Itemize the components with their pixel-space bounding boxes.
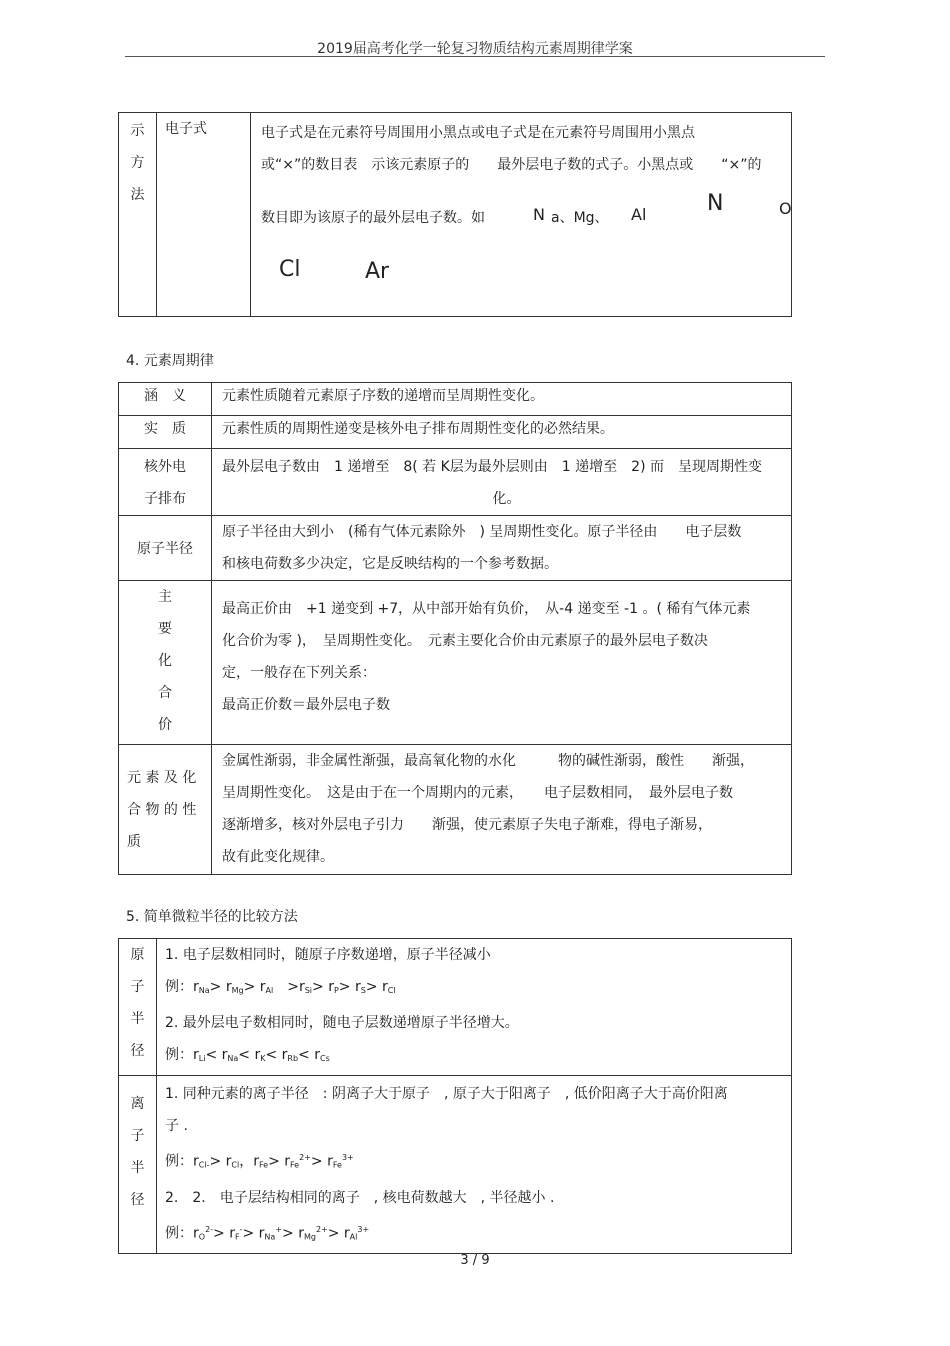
example-label: 例： xyxy=(165,1153,193,1170)
row-content xyxy=(212,745,792,875)
method-label-char: 法 xyxy=(130,187,145,203)
row-label-text: 子排布 xyxy=(144,491,186,507)
row-label xyxy=(119,449,212,516)
row-content-line: 和核电荷数多少决定，它是反映结构的一个参考数据。 xyxy=(222,556,558,572)
subscript: Si xyxy=(304,986,313,995)
row-label-text: 实 质 xyxy=(144,421,186,437)
subscript: Al xyxy=(265,986,274,995)
atom-radius-char: 原 xyxy=(130,947,145,963)
row-label-char: 合 xyxy=(158,685,172,701)
subscript: Li xyxy=(198,1054,206,1063)
ion-rule-1-cont: 子 . xyxy=(165,1118,188,1134)
page-header: 2019届高考化学一轮复习物质结构元素周期律学案 xyxy=(317,41,633,57)
row-content-line: 元素性质随着元素原子序数的递增而呈周期性变化。 xyxy=(222,388,544,404)
symbol-ar: Ar xyxy=(365,259,390,284)
ion-example-1: 例：$r_{Cl-}> r_{Cl}$，$r_{Fe}> r_{Fe}^{2+}> r_{Fe}^{3+}$ xyxy=(165,1153,354,1170)
method-label-cell xyxy=(119,113,157,317)
atom-example-1: 例：$r_{Na}> r_{Mg}> r_{Al}$ $>r_{Si}> r_P> r_S> r_{Cl}$ xyxy=(165,979,396,995)
symbol-na: N xyxy=(533,205,545,224)
row-label-text: 核外电 xyxy=(144,459,186,475)
atom-radius-char: 半 xyxy=(130,1011,145,1027)
row-label-char: 要 xyxy=(158,621,172,637)
row-content-line: 金属性渐弱，非金属性渐强，最高氧化物的水化 物的碱性渐弱，酸性 渐强， xyxy=(222,753,754,769)
atom-rule-1: 1. 电子层数相同时，随原子序数递增，原子半径减小 xyxy=(165,947,491,963)
periodic-law-table xyxy=(118,382,792,875)
row-label-char: 价 xyxy=(158,717,172,733)
method-label-char: 方 xyxy=(130,155,145,171)
row-content-line: 最外层电子数由 1 递增至 8( 若 K层为最外层则由 1 递增至 2) 而 呈现周期性变 xyxy=(222,459,762,475)
section-5-title: 5. 简单微粒半径的比较方法 xyxy=(126,909,298,925)
symbol-n: N xyxy=(707,191,724,216)
symbol-o: O xyxy=(779,199,792,218)
row-content-line: 最高正价由 +1 递变到 +7，从中部开始有负价， 从-4 递变至 -1 。( 稀有气体元素 xyxy=(222,601,751,617)
row-content xyxy=(212,516,792,581)
row-label-text: 原子半径 xyxy=(137,541,193,557)
row-content-line: 化。 xyxy=(492,491,521,507)
electron-formula-label: 电子式 xyxy=(165,121,207,137)
row-content xyxy=(212,449,792,516)
row-label xyxy=(119,745,212,875)
row-label-char: 主 xyxy=(158,589,172,605)
symbol-cl: Cl xyxy=(279,257,301,282)
row-label-char: 化 xyxy=(158,653,172,669)
subscript: Mg xyxy=(231,986,244,995)
atom-radius-char: 径 xyxy=(130,1043,145,1059)
row-label xyxy=(119,516,212,581)
row-label-text: 合 物 的 性 xyxy=(127,801,197,818)
subscript: Cl xyxy=(387,986,396,995)
page-number: 3 / 9 xyxy=(460,1253,490,1268)
row-content-line: 故有此变化规律。 xyxy=(222,849,334,865)
subscript: Rb xyxy=(287,1054,299,1063)
symbol-al: Al xyxy=(631,205,647,224)
ion-radius-char: 径 xyxy=(130,1192,145,1208)
atom-example-2: 例：$r_{Li}< r_{Na}< r_K< r_{Rb}< r_{Cs}$ xyxy=(165,1047,330,1063)
subscript: Na xyxy=(227,1054,239,1063)
row-content-line: 原子半径由大到小 (稀有气体元素除外 ) 呈周期性变化。原子半径由 电子层数 xyxy=(222,524,742,540)
atom-rule-2: 2. 最外层电子数相同时，随电子层数递增原子半径增大。 xyxy=(165,1015,519,1031)
ion-radius-content xyxy=(157,1076,792,1254)
subscript: P xyxy=(333,986,339,995)
row-content-line: 呈周期性变化。 这是由于在一个周期内的元素， 电子层数相同， 最外层电子数 xyxy=(222,785,733,801)
ion-radius-label xyxy=(119,1076,157,1254)
row-content-line: 最高正价数＝最外层电子数 xyxy=(222,697,390,713)
content-line: 或“×”的数目表 示该元素原子的 最外层电子数的式子。小黑点或 “×”的 xyxy=(261,157,762,173)
atom-radius-content xyxy=(157,939,792,1076)
row-label xyxy=(119,383,212,416)
row-label xyxy=(119,416,212,449)
section-4-title: 4. 元素周期律 xyxy=(126,353,214,369)
row-label xyxy=(119,581,212,745)
ion-radius-char: 离 xyxy=(130,1096,145,1112)
method-label-char: 示 xyxy=(130,123,145,139)
content-line: 电子式是在元素符号周围用小黑点或电子式是在元素符号周围用小黑点 xyxy=(261,125,695,141)
symbol-na-rest: a、Mg、 xyxy=(551,210,609,226)
ion-radius-char: 子 xyxy=(130,1128,145,1144)
row-content xyxy=(212,581,792,745)
electron-formula-content xyxy=(251,113,792,317)
example-label: 例： xyxy=(165,979,193,995)
ion-radius-char: 半 xyxy=(130,1160,145,1176)
ion-example-2: 例：$r_O^{2-}> r_F^-> r_{Na}^+> r_{Mg}^{2+}> r_{Al}^{3+}$ xyxy=(165,1224,370,1242)
row-content-line: 定，一般存在下列关系： xyxy=(222,665,376,681)
example-label: 例： xyxy=(165,1047,193,1063)
row-label-text: 涵 义 xyxy=(144,388,186,404)
header-rule xyxy=(125,56,825,57)
row-content-line: 逐渐增多，核对外层电子引力 渐强，使元素原子失电子渐难，得电子渐易， xyxy=(222,817,712,833)
example-label: 例： xyxy=(165,1225,193,1242)
radius-comparison-table xyxy=(118,938,792,1254)
electron-formula-label-cell xyxy=(157,113,251,317)
ion-rule-2: 2. 2. 电子层结构相同的离子 , 核电荷数越大 , 半径越小 . xyxy=(165,1189,555,1206)
row-content-line: 元素性质的周期性递变是核外电子排布周期性变化的必然结果。 xyxy=(222,421,614,437)
row-content xyxy=(212,383,792,416)
row-label-text: 元 素 及 化 xyxy=(127,769,197,786)
electron-formula-table xyxy=(118,112,792,317)
subscript: Cs xyxy=(319,1054,330,1063)
row-content xyxy=(212,416,792,449)
ion-rule-1: 1. 同种元素的离子半径 : 阴离子大于原子 , 原子大于阳离子 , 低价阳离子大于高价阳离 xyxy=(165,1086,728,1102)
subscript: S xyxy=(360,986,366,995)
atom-radius-label xyxy=(119,939,157,1076)
subscript: K xyxy=(260,1054,266,1063)
content-line: 数目即为该原子的最外层电子数。如 xyxy=(261,210,485,226)
row-content-line: 化合价为零 )， 呈周期性变化。 元素主要化合价由元素原子的最外层电子数决 xyxy=(222,633,708,649)
row-label-text: 质 xyxy=(127,833,141,850)
subscript: Na xyxy=(198,986,210,995)
atom-radius-char: 子 xyxy=(130,979,145,995)
